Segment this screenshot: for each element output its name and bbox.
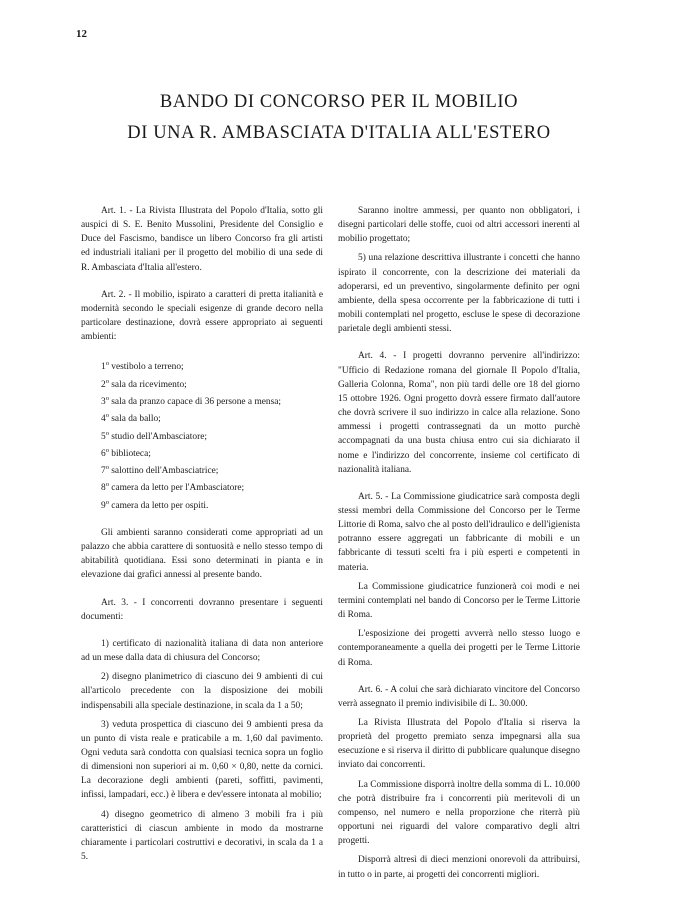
article-2: Art. 2. - Il mobilio, ispirato a caratteri di pretta italianità e modernità secondo le speciali esigenze di grande decoro nella particolare destinazione, dovrà essere appropriato ai seguenti ambienti: [81, 289, 323, 343]
article-5-exhibition: L'esposizione dei progetti avverrà nello stesso luogo e contemporaneamente a quella dei progetti per le Terme Littorie di Roma. [338, 629, 580, 668]
article-6-rights: La Rivista Illustrata del Popolo d'Italia si riserva la proprietà del progetto premiato senza impegnarsi alla sua esecuzione e si riserva il diritto di pubblicare qualunque disegno inviato dai concorrenti. [338, 718, 580, 771]
article-6: Art. 6. - A colui che sarà dichiarato vincitore del Concorso verrà assegnato il premio indivisibile di L. 30.000. [338, 684, 580, 709]
room-item: 2$^o$ sala da ricevimento; [101, 377, 187, 390]
rooms-note: Gli ambienti saranno considerati come appropriati ad un palazzo che abbia carattere di sontuosità e nello stesso tempo di abitabilità quotidiana. Essi sono determinati in pianta e in elevazione dai grafici annessi al presente bando. [81, 527, 323, 581]
left-column [81, 204, 323, 864]
rooms-list [81, 357, 323, 513]
document-2: 2) disegno planimetrico di ciascuno dei 9 ambienti di cui all'articolo precedente con la disposizione dei mobili indispensabili alla speciale destinazione, in scala da 1 a 50; [81, 672, 323, 711]
document-1: 1) certificato di nazionalità italiana di data non anteriore ad un mese dalla data di chiusura del Concorso; [81, 638, 323, 664]
page-number: 12 [76, 28, 87, 40]
article-5: Art. 5. - La Commissione giudicatrice sarà composta degli stessi membri della Commissione del Concorso per le Terme Littorie di Roma, salvo che al posto dell'idraulico e dell'igienista potranno essere aggregati un fabbricante di mobili e un fabbricante di tessuti scelti fra i più esperti e competenti in materia. [338, 491, 580, 573]
document-4: 4) disegno geometrico di almeno 3 mobili fra i più caratteristici di ciascun ambiente in modo da mostrarne chiaramente i particolari costruttivi e decorativi, in scala da 1 a 5. [81, 809, 323, 863]
article-6-mentions: Disporrà altresì di dieci menzioni onorevoli da attribuirsi, in tutto o in parte, ai progetti dei concorrenti migliori. [338, 855, 580, 880]
room-item: 5$^o$ studio dell'Ambasciatore; [101, 429, 207, 442]
right-column [338, 204, 580, 882]
room-item: 9$^o$ camera da letto per ospiti. [101, 498, 209, 511]
article-1: Art. 1. - La Rivista Illustrata del Popolo d'Italia, sotto gli auspici di S. E. Benito Mussolini, Presidente del Consiglio e Duce del Fascismo, bandisce un libero Concorso fra gli artisti ed industriali italiani per il progetto del mobilio di una sede di R. Ambasciata d'Italia all'estero. [81, 206, 323, 273]
extra-documents: Saranno inoltre ammessi, per quanto non obbligatori, i disegni particolari delle stoffe, cuoi od altri accessori inerenti al mobilio progettato; [338, 206, 580, 245]
document-3: 3) veduta prospettica di ciascuno dei 9 ambienti presa da un punto di vista reale e praticabile a m. 1,60 dal pavimento. Ogni veduta sarà condotta con qualsiasi tecnica sopra un foglio di dimensioni non superiori ai m. 0,60 × 0,80, nette da cornici. La decorazione degli ambienti (pareti, soffitti, pavimenti, infissi, lampadari, ecc.) è libera e dev'essere intonata al mobilio; [81, 719, 323, 801]
article-5-commission: La Commissione giudicatrice funzionerà coi modi e nei termini contemplati nel bando di Concorso per le Terme Littorie di Roma. [338, 581, 580, 621]
room-item: 7$^o$ salottino dell'Ambasciatrice; [101, 464, 219, 477]
article-6-compensation: La Commissione disporrà inoltre della somma di L. 10.000 che potrà distribuire fra i concorrenti più meritevoli di un compenso, nel numero e nella proporzione che riterrà più opportuni nei riguardi del valore comparativo degli altri progetti. [338, 779, 580, 847]
room-item: 1$^o$ vestibolo a terreno; [101, 360, 184, 373]
title-line-1: BANDO DI CONCORSO PER IL MOBILIO [159, 92, 519, 112]
article-3: Art. 3. - I concorrenti dovranno presentare i seguenti documenti: [81, 597, 323, 622]
title-line-2: DI UNA R. AMBASCIATA D'ITALIA ALL'ESTERO [127, 123, 551, 143]
room-item: 6$^o$ biblioteca; [101, 446, 151, 459]
article-4: Art. 4. - I progetti dovranno pervenire all'indirizzo: "Ufficio di Redazione romana del giornale Il Popolo d'Italia, Galleria Colonna, Roma", non più tardi delle ore 18 del giorno 15 ottobre 1926. Ogni progetto dovrà essere firmato dall'autore che dovrà scrivere il suo indirizzo in calce alla relazione. Sono ammessi i progetti contrassegnati da un motto purchè accompagnati da una busta chiusa entro cui sia dichiarato il nome e l'indirizzo del concorrente, insieme col certificato di nazionalità italiana. [338, 351, 580, 475]
document-5: 5) una relazione descrittiva illustrante i concetti che hanno ispirato il concorrente, con la descrizione dei materiali da adoperarsi, ed un preventivo, singolarmente definito per ogni ambiente, della spesa occorrente per la fabbricazione di tutti i mobili contemplati nel progetto, escluse le spese di decorazione parietale degli ambienti stessi. [338, 253, 580, 335]
room-item: 4$^o$ sala da ballo; [101, 412, 161, 425]
room-item: 3$^o$ sala da pranzo capace di 36 persone a mensa; [101, 394, 281, 408]
room-item: 8$^o$ camera da letto per l'Ambasciatore; [101, 481, 245, 494]
